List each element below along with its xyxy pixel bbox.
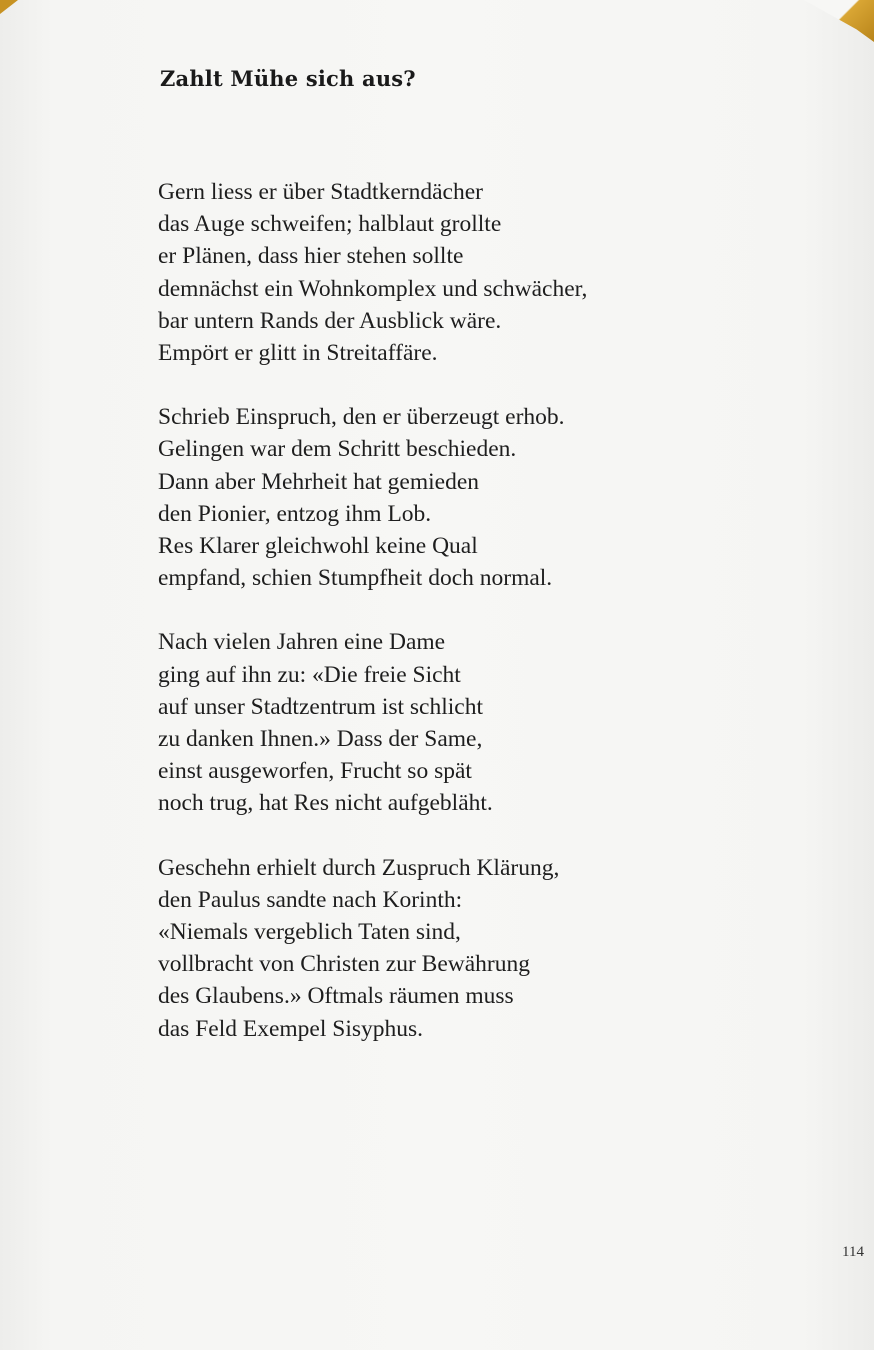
- page-number: 114: [842, 1244, 864, 1260]
- poem-line: bar untern Rands der Ausblick wäre.: [158, 307, 502, 334]
- poem-line: zu danken Ihnen.» Dass der Same,: [158, 726, 483, 753]
- poem-line: das Feld Exempel Sisyphus.: [158, 1015, 424, 1042]
- poem-line: einst ausgeworfen, Frucht so spät: [158, 758, 472, 785]
- page-corner-mark: [804, 0, 874, 42]
- stanza: [158, 852, 798, 1045]
- poem-body: [158, 176, 798, 1077]
- stanza: [158, 626, 798, 819]
- stanza: [158, 401, 798, 594]
- poem-line: empfand, schien Stumpfheit doch normal.: [158, 565, 553, 592]
- poem-line: des Glaubens.» Oftmals räumen muss: [158, 983, 514, 1010]
- poem-line: den Paulus sandte nach Korinth:: [158, 886, 463, 913]
- poem-line: auf unser Stadtzentrum ist schlicht: [158, 693, 484, 720]
- poem-line: «Niemals vergeblich Taten sind,: [158, 919, 461, 946]
- poem-line: den Pionier, entzog ihm Lob.: [158, 500, 432, 527]
- poem-line: Nach vielen Jahren eine Dame: [158, 629, 446, 656]
- page-corner-mark: [0, 0, 18, 14]
- poem-line: ging auf ihn zu: «Die freie Sicht: [158, 661, 461, 688]
- poem-line: das Auge schweifen; halblaut grollte: [158, 211, 502, 238]
- poem-line: Empört er glitt in Streitaffäre.: [158, 340, 438, 367]
- poem-line: Gern liess er über Stadtkerndächer: [158, 179, 483, 205]
- stanza: [158, 176, 798, 369]
- poem-line: Gelingen war dem Schritt beschieden.: [158, 436, 517, 463]
- poem-line: Geschehn erhielt durch Zuspruch Klärung,: [158, 854, 560, 881]
- poem-line: demnächst ein Wohnkomplex und schwächer,: [158, 275, 588, 302]
- poem-line: Dann aber Mehrheit hat gemieden: [158, 468, 480, 495]
- poem-title: Zahlt Mühe sich aus?: [160, 66, 416, 92]
- poem-line: Schrieb Einspruch, den er überzeugt erhob.: [158, 404, 565, 431]
- poem-line: Res Klarer gleichwohl keine Qual: [158, 533, 478, 560]
- poem-line: vollbracht von Christen zur Bewährung: [158, 951, 530, 978]
- poem-line: er Plänen, dass hier stehen sollte: [158, 243, 464, 270]
- poem-line: noch trug, hat Res nicht aufgebläht.: [158, 790, 493, 817]
